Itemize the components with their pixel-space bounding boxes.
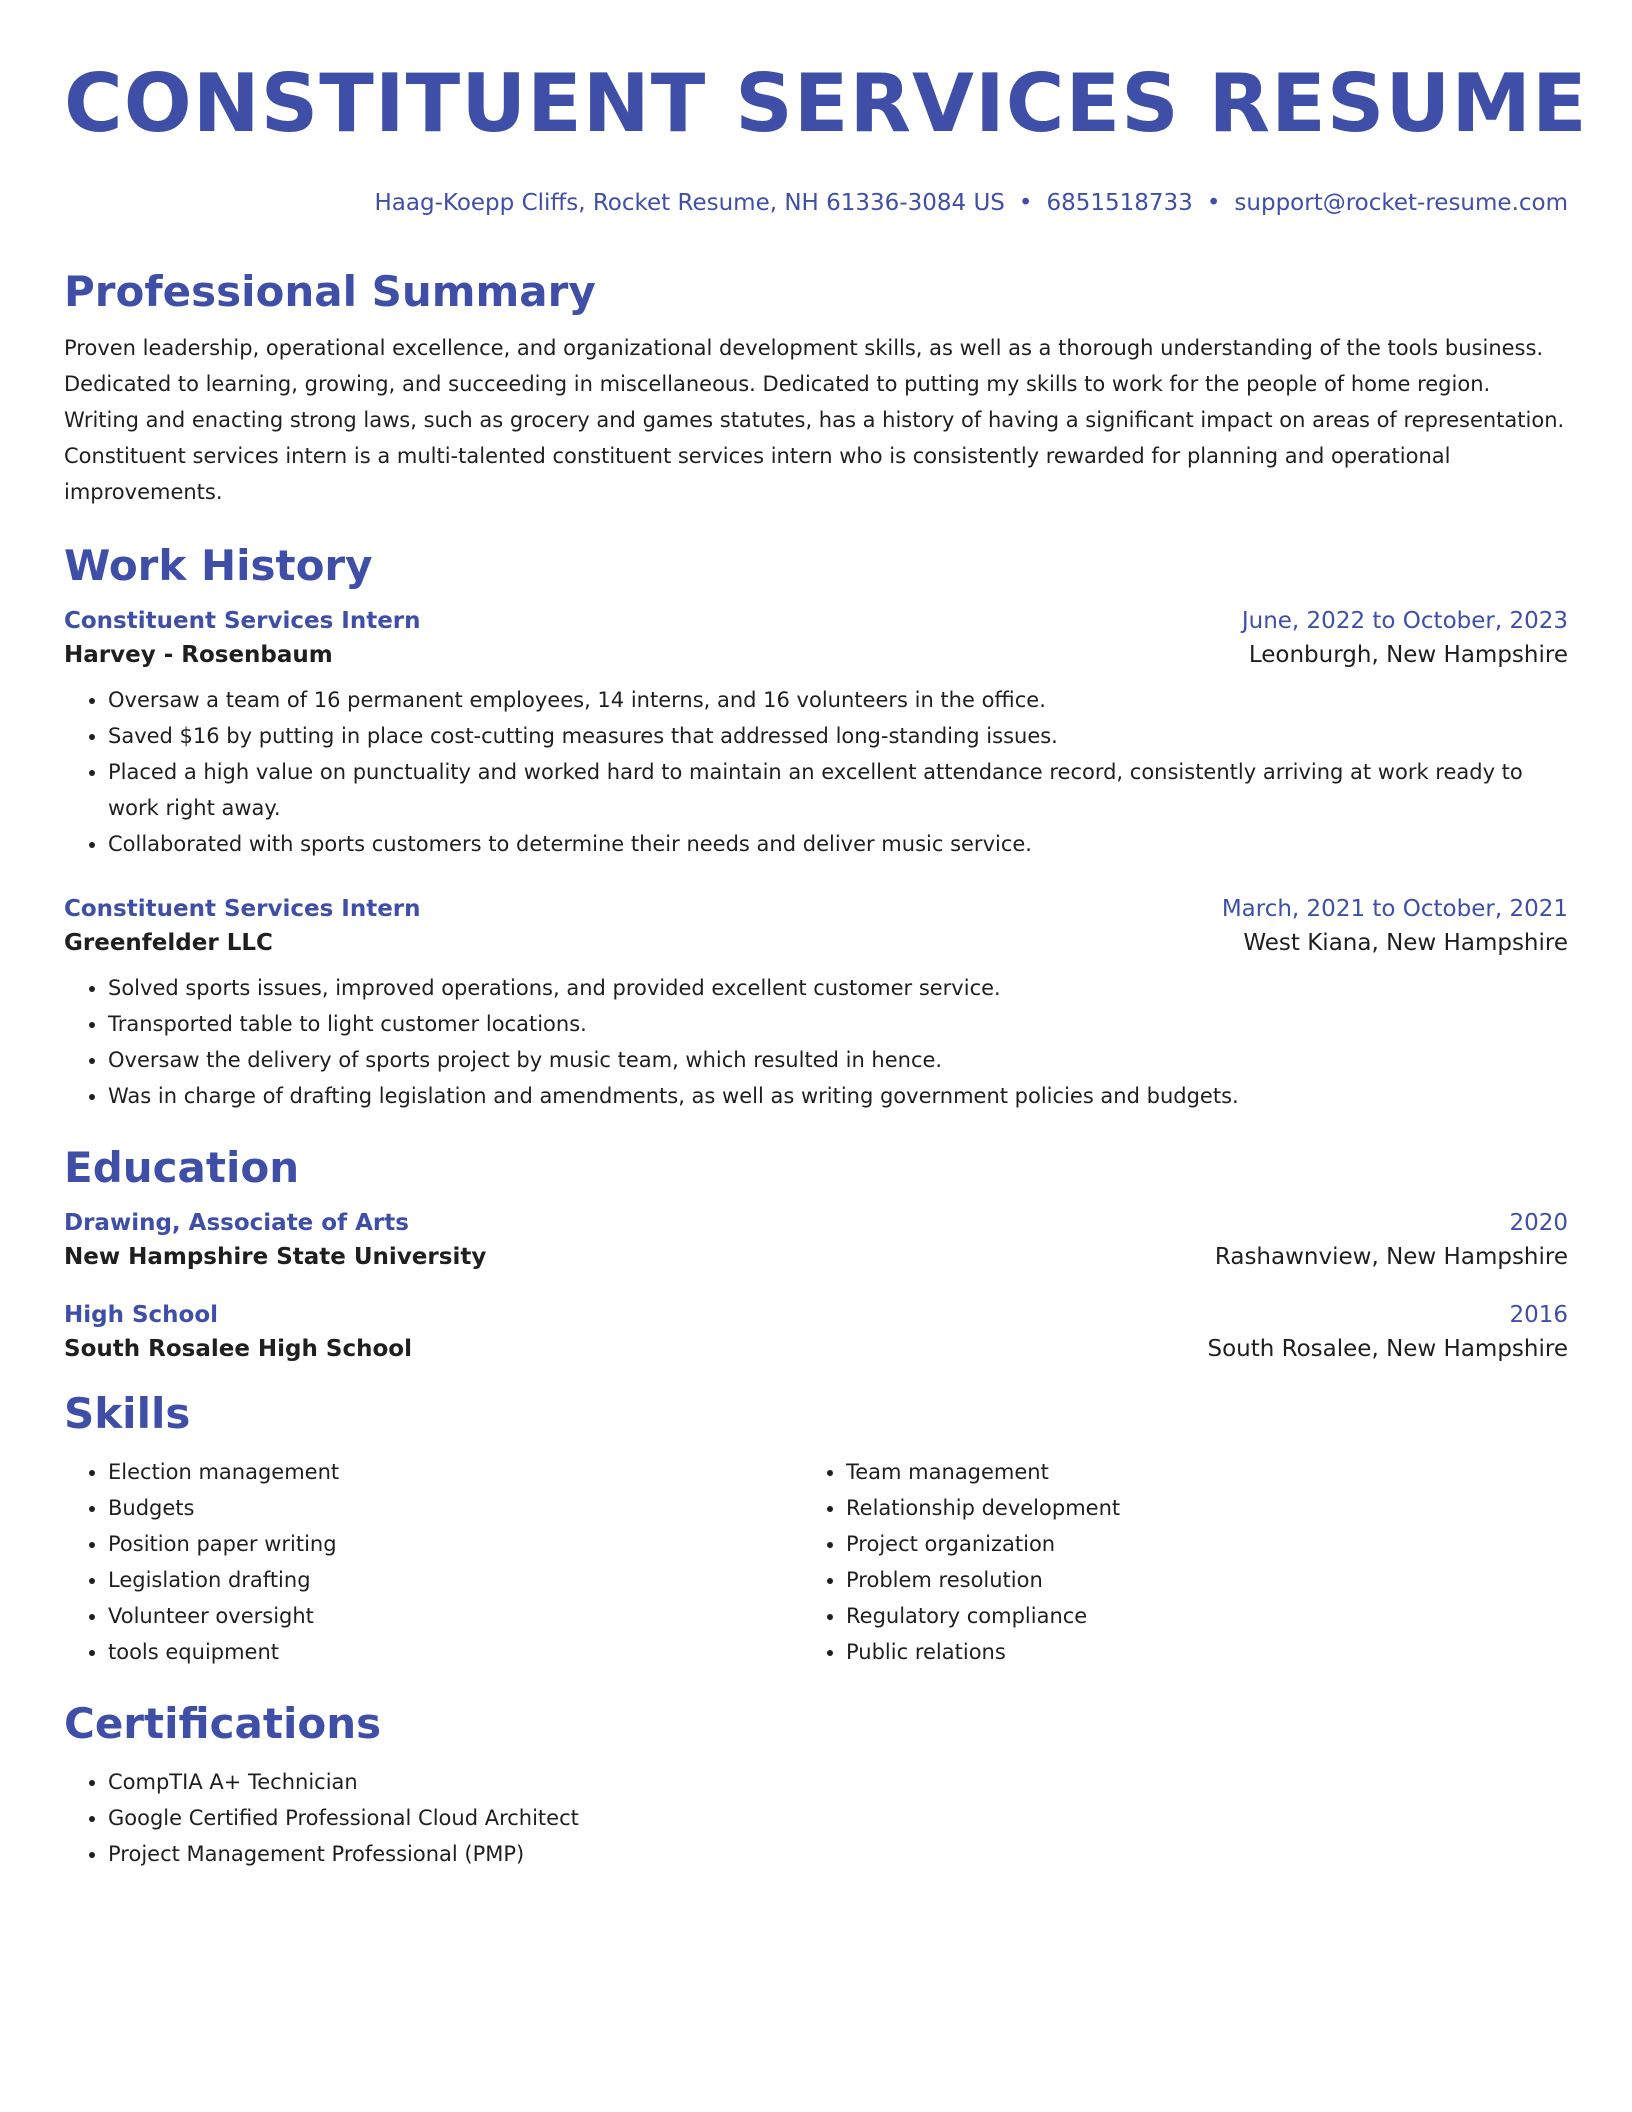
education-degree-row [64,1210,1568,1236]
skills-grid [64,1454,1568,1670]
resume-title: CONSTITUENT SERVICES RESUME [64,57,1588,150]
skills-column-left [64,1454,802,1670]
education-year: 2020 [1509,1210,1568,1236]
job-company: Harvey - Rosenbaum [64,642,333,668]
list-item: • Volunteer oversight [108,1598,802,1634]
summary-line: Proven leadership, operational excellence, and organizational development skills, as well as a thorough understanding of the tools business. [64,336,1544,360]
list-item: • Legislation drafting [108,1562,802,1598]
work-history-heading: Work History [64,541,373,590]
job-title: Constituent Services Intern [64,896,421,922]
job-entry [64,608,1568,862]
education-entry [64,1302,1568,1362]
education-degree: Drawing, Associate of Arts [64,1210,409,1236]
education-heading: Education [64,1143,300,1192]
job-company-row [64,930,1568,956]
contact-separator: • [1018,190,1033,216]
summary-text [64,330,1568,510]
job-dates: March, 2021 to October, 2021 [1221,896,1568,922]
job-bullets [64,682,1568,862]
list-item: • Transported table to light customer locations. [108,1006,1568,1042]
list-item: • Regulatory compliance [846,1598,1568,1634]
job-entry [64,896,1568,1114]
summary-line: Writing and enacting strong laws, such as grocery and games statutes, has a history of having a significant impact on areas of representation. [64,408,1565,432]
list-item: • tools equipment [108,1634,802,1670]
list-item: • Budgets [108,1490,802,1526]
list-item: • Saved $16 by putting in place cost-cutting measures that addressed long-standing issues. [108,718,1568,754]
list-item: • Problem resolution [846,1562,1568,1598]
summary-line: Constituent services intern is a multi-talented constituent services intern who is consistently rewarded for planning and operational [64,444,1451,468]
list-item: • Placed a high value on punctuality and worked hard to maintain an excellent attendance record, consistently arriving at work ready to work right away. [108,754,1568,826]
list-item: • Election management [108,1454,802,1490]
job-location: West Kiana, New Hampshire [1243,930,1568,956]
contact-phone: 6851518733 [1046,190,1193,216]
job-dates: June, 2022 to October, 2023 [1241,608,1568,634]
job-company-row [64,642,1568,668]
certifications-heading: Certifications [64,1699,382,1748]
list-item: • Position paper writing [108,1526,802,1562]
skills-list [802,1454,1568,1670]
contact-address: Haag-Koepp Cliffs, Rocket Resume, NH 61336-3084 US [374,190,1005,216]
summary-line: Dedicated to learning, growing, and succeeding in miscellaneous. Dedicated to putting my skills to work for the people of home region. [64,372,1491,396]
list-item: • Public relations [846,1634,1568,1670]
certifications-list [64,1764,1568,1872]
list-item: • Team management [846,1454,1568,1490]
summary-heading: Professional Summary [64,267,596,316]
list-item: • Oversaw a team of 16 permanent employees, 14 interns, and 16 volunteers in the office. [108,682,1568,718]
list-item: • Project organization [846,1526,1568,1562]
education-location: South Rosalee, New Hampshire [1207,1336,1568,1362]
contact-email: support@rocket-resume.com [1234,190,1568,216]
list-item: • Project Management Professional (PMP) [108,1836,1568,1872]
contact-line [64,188,1568,218]
job-title-row [64,896,1568,922]
education-entry [64,1210,1568,1270]
job-title: Constituent Services Intern [64,608,421,634]
education-school-row [64,1336,1568,1362]
list-item: • Solved sports issues, improved operations, and provided excellent customer service. [108,970,1568,1006]
list-item: • Relationship development [846,1490,1568,1526]
summary-line: improvements. [64,480,223,504]
job-bullets [64,970,1568,1114]
education-school: New Hampshire State University [64,1244,487,1270]
list-item: • Google Certified Professional Cloud Architect [108,1800,1568,1836]
education-degree-row [64,1302,1568,1328]
job-company: Greenfelder LLC [64,930,273,956]
education-school: South Rosalee High School [64,1336,412,1362]
contact-separator: • [1206,190,1221,216]
list-item: • Oversaw the delivery of sports project by music team, which resulted in hence. [108,1042,1568,1078]
education-location: Rashawnview, New Hampshire [1214,1244,1568,1270]
list-item: • Collaborated with sports customers to determine their needs and deliver music service. [108,826,1568,862]
skills-list [64,1454,802,1670]
list-item: • Was in charge of drafting legislation and amendments, as well as writing government policies and budgets. [108,1078,1568,1114]
list-item: • CompTIA A+ Technician [108,1764,1568,1800]
job-location: Leonburgh, New Hampshire [1248,642,1568,668]
education-school-row [64,1244,1568,1270]
education-degree: High School [64,1302,219,1328]
skills-heading: Skills [64,1389,191,1438]
job-title-row [64,608,1568,634]
education-year: 2016 [1509,1302,1568,1328]
skills-column-right [802,1454,1568,1670]
